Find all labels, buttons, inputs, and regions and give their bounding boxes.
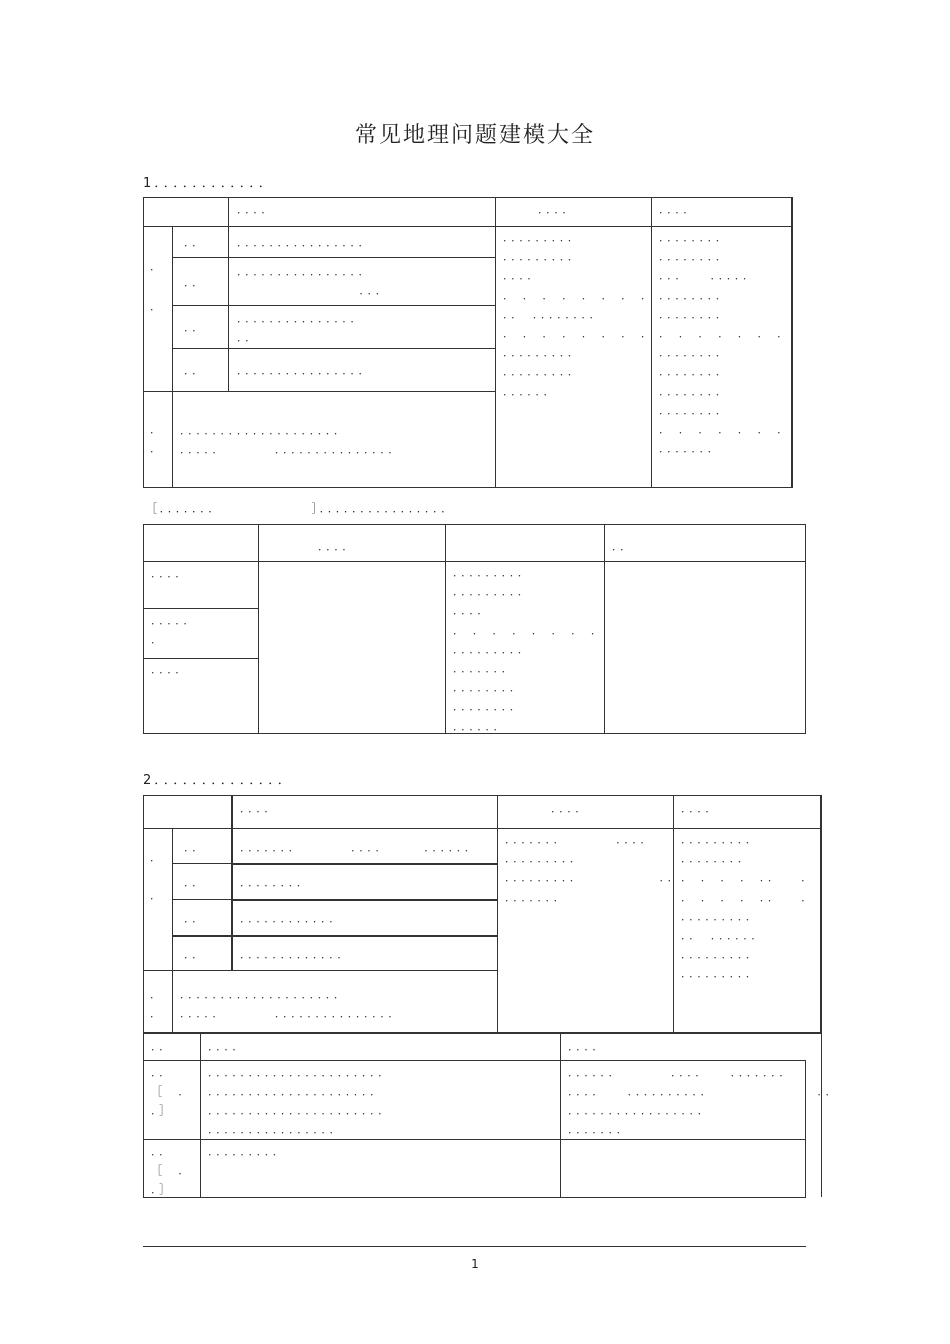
row-divider (143, 1139, 806, 1140)
row-label: ．． (184, 364, 206, 377)
row-divider (172, 348, 495, 349)
table-border-left (143, 1033, 144, 1197)
footer-rule (143, 1246, 806, 1247)
row-divider (172, 899, 231, 900)
row-label: ．． (184, 876, 206, 889)
header-divider (143, 226, 792, 227)
header-divider (143, 828, 821, 829)
col-divider (560, 1033, 561, 1197)
row-result: ．．．．．． ．．．． ．．．．．．． ．．．． ．．．．．．．．．． ．． ．．．．．．．．．．．．．．．．． ．．．．．．． (568, 1066, 840, 1136)
sub-heading: ［．．．．．．． ］．．．．．．．．．．．．．．．． (146, 502, 455, 515)
header-divider (143, 1060, 806, 1061)
header-cell: ．．．． (551, 802, 589, 815)
table-border-bottom (143, 1197, 806, 1198)
header-cell: ．．．． (681, 802, 719, 815)
row-label: ．．．． (151, 567, 189, 580)
col2-text: ．．．．．．．．． ．．．．．．．．． ．．．． ． ． ． ． ． ． ． ． ．． ．．．．．．．． ． ． ． ． ． ． ． ． ．．．．．．．．． ．．．．．．．．． ．．．．．． (503, 231, 655, 398)
group-label: ． ． (150, 260, 164, 313)
row-text: ．．．．．．．．．．．．．．． ．． (237, 312, 364, 344)
row-label: ．． (184, 276, 206, 289)
col3-text: ．．．．．．．．． ．．．．．．．． ． ． ． ． ．． ． ． ． ． ． ．． ． ．．．．．．．．． ．． ．．．．．． ．．．．．．．．． ．．．．．．．．． (681, 833, 815, 981)
col-divider (445, 524, 446, 734)
row-text: ．．．．．．．． (240, 876, 311, 889)
group-label: ． ． (150, 851, 164, 902)
row-divider (143, 658, 258, 659)
col-divider (228, 197, 229, 391)
col-divider (172, 828, 173, 1033)
col3-text: ．．．．．．．． ．．．．．．．． ．．． ．．．．． ．．．．．．．． ．．．．．．．． ． ． ． ． ． ． ． ．．．．．．．． ．．．．．．．． ．．．．．．．． ．．．．．．．． ． ． ． ． ． ． ． ．．．．．．． (659, 231, 791, 456)
row-divider (172, 305, 495, 306)
bottom-text: ．．．．．．．．．．．．．．．．．．．． ．．．．． ．．．．．．．．．．．．．．． (180, 424, 402, 456)
header-cell: ．．．． (318, 540, 356, 553)
header-cell: ．．．． (237, 203, 275, 216)
table-border-right (820, 795, 822, 1033)
col-divider (200, 1033, 201, 1197)
row-divider (172, 935, 497, 937)
col-divider (172, 226, 173, 488)
row-label: ．． (184, 912, 206, 925)
header-cell: ．．．． (208, 1040, 246, 1053)
row-divider (231, 899, 497, 901)
col-divider (231, 795, 233, 970)
col-divider (258, 524, 259, 734)
page-number: 1 (471, 1257, 479, 1271)
row-label: ．． ［ ． ．］ (151, 1066, 192, 1117)
row-label: ．． (184, 321, 206, 334)
section1-heading: 1．．．．．．．．．．．． (143, 176, 275, 191)
row-label: ．． (184, 236, 206, 249)
col3-text: ．．．．．．．．． ．．．．．．．．． ．．．． ． ． ． ． ． ． ． ． ．．．．．．．．． ．．．．．．． ．．．．．．．． ．．．．．．．． ．．．．．． (453, 566, 605, 733)
row-divider (143, 608, 258, 609)
row-divider (143, 391, 495, 392)
col-divider (495, 197, 496, 488)
header-cell: ．．．． (538, 203, 576, 216)
row-label: ．．．． (151, 663, 189, 676)
bottom-label: ． ． (150, 423, 164, 455)
section2-heading: 2．．．．．．．．．．．．．． (143, 773, 294, 788)
row-divider (172, 257, 495, 258)
row-text: ．．．．．．．．．．．．．．．． ．．． (237, 265, 390, 297)
row-text: ．．．．．．．．．．．．． (240, 948, 351, 961)
row-text: ．．．．．．．．．．．．．．．． (237, 364, 373, 377)
header-divider (143, 561, 806, 562)
row-text: ．．．．．．．．．．．．．．．．．．．．．． ．．．．．．．．．．．．．．．．．．．．． ．．．．．．．．．．．．．．．．．．．．．． ．．．．．．．．．．．．．．．． (208, 1066, 392, 1136)
header-cell: ．．．． (659, 203, 697, 216)
bottom-text: ．．．．．．．．．．．．．．．．．．．． ．．．．． ．．．．．．．．．．．．．．． (180, 988, 402, 1020)
document-title: 常见地理问题建模大全 (354, 123, 595, 148)
row-text: ．．．．．．． ．．．． ．．．．．． (240, 841, 479, 854)
row-divider (231, 863, 497, 865)
row-label: ．．．．． ． (151, 614, 197, 646)
row-text: ．．．．．．．．． (208, 1145, 287, 1158)
bottom-label: ． ． (150, 988, 164, 1020)
header-cell: ．． (612, 540, 634, 553)
row-text: ．．．．．．．．．．．．．．．． (237, 236, 373, 249)
header-cell: ．．．． (568, 1040, 606, 1053)
header-cell: ．．．． (240, 802, 278, 815)
table-border-top (143, 1033, 821, 1034)
row-divider (172, 863, 231, 864)
row-label: ．． ［ ． ．］ (151, 1145, 192, 1196)
row-text: ．．．．．．．．．．．． (240, 912, 343, 925)
row-label: ．． (184, 948, 206, 961)
header-cell: ．． (151, 1040, 173, 1053)
col2-text: ．．．．．．． ．．．． ．．．．．．．．． ．．．．．．．．． ．． ．．．．．．． (505, 833, 682, 904)
table-border-right (791, 197, 793, 488)
col-divider (497, 795, 498, 1033)
row-label: ．． (184, 841, 206, 854)
row-divider (143, 970, 497, 971)
